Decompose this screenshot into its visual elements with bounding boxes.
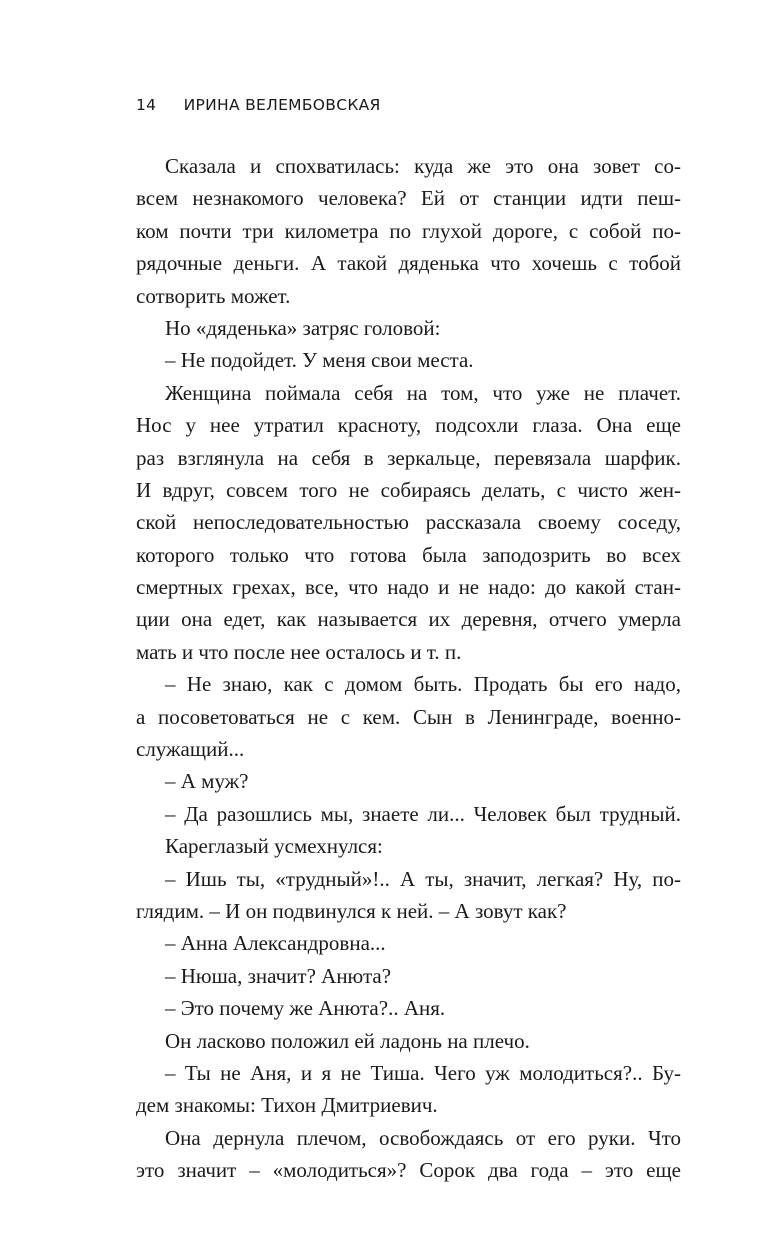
text-line: раз взглянула на себя в зеркальце, перевязала шарфик.: [136, 445, 681, 470]
text-line: всем незнакомого человека? Ей от станции идти пеш-: [136, 186, 681, 211]
text-line: Нос у нее утратил красноту, подсохли глаза. Она еще: [136, 413, 681, 438]
text-line: – Не подойдет. У меня свои места.: [165, 348, 474, 373]
text-line: дем знакомы: Тихон Дмитриевич.: [136, 1093, 438, 1118]
text-line: – Не знаю, как с домом быть. Продать бы его надо,: [165, 672, 681, 697]
text-line: сотворить может.: [136, 283, 291, 308]
text-line: Но «дяденька» затряс головой:: [165, 315, 441, 340]
text-line: смертных грехах, все, что надо и не надо: до какой стан-: [136, 575, 681, 600]
body-text: [136, 150, 681, 1187]
text-line: которого только что готова была заподозрить во всех: [136, 542, 681, 567]
page-number: 14: [136, 96, 157, 114]
text-line: служащий...: [136, 737, 245, 762]
text-line: – Это почему же Анюта?.. Аня.: [165, 996, 446, 1021]
text-line: ком почти три километра по глухой дороге, с собой по-: [136, 218, 681, 243]
text-line: это значит – «молодиться»? Сорок два года – это еще: [136, 1158, 681, 1183]
text-line: Женщина поймала себя на том, что уже не плачет.: [165, 380, 681, 405]
text-line: Она дернула плечом, освобождаясь от его руки. Что: [165, 1125, 681, 1150]
text-line: – Ты не Аня, и я не Тиша. Чего уж молодиться?.. Бу-: [165, 1060, 681, 1085]
text-line: Сказала и спохватилась: куда же это она зовет со-: [165, 154, 681, 178]
text-line: ции она едет, как называется их деревня, отчего умерла: [136, 607, 681, 632]
text-line: а посоветоваться не с кем. Сын в Ленинграде, военно-: [136, 704, 681, 729]
text-line: глядим. – И он подвинулся к ней. – А зовут как?: [136, 898, 567, 923]
text-line: рядочные деньги. А такой дяденька что хочешь с тобой: [136, 251, 681, 276]
text-line: ской непоследовательностью рассказала своему соседу,: [136, 510, 681, 535]
running-title: ИРИНА ВЕЛЕМБОВСКАЯ: [183, 96, 381, 114]
text-line: Кареглазый усмехнулся:: [165, 834, 383, 859]
text-line: Он ласково положил ей ладонь на плечо.: [165, 1028, 530, 1053]
text-line: – Да разошлись мы, знаете ли... Человек был трудный.: [165, 801, 681, 826]
text-line: – Нюша, значит? Анюта?: [165, 963, 392, 988]
text-line: – А муж?: [165, 769, 249, 794]
text-line: И вдруг, совсем того не собираясь делать, с чисто жен-: [136, 477, 681, 502]
text-line: мать и что после нее осталось и т. п.: [136, 639, 462, 664]
text-line: – Ишь ты, «трудный»!.. А ты, значит, легкая? Ну, по-: [165, 866, 681, 891]
text-line: – Анна Александровна...: [165, 931, 386, 956]
running-header: [136, 96, 381, 114]
